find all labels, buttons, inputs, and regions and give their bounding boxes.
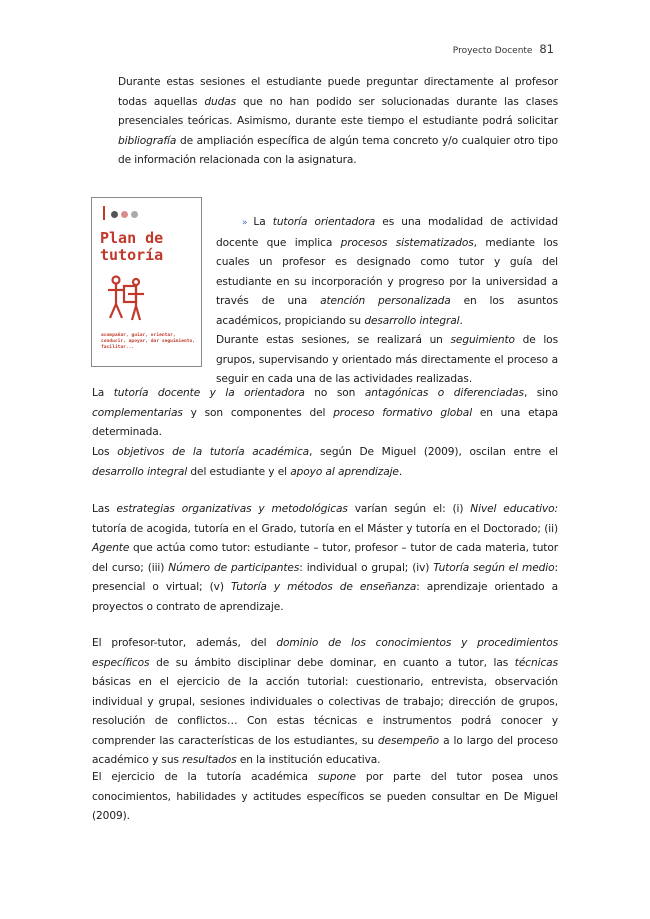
emphasis: supone	[317, 771, 356, 783]
emphasis: tutoría docente y la orientadora	[113, 387, 305, 399]
text: tutoría de acogida, tutoría en el Grado, tutoría en el Máster y tutoría en el Doctorado; (ii)	[92, 522, 558, 535]
emphasis: atención personalizada	[320, 295, 451, 307]
emphasis: proceso formativo global	[333, 406, 473, 419]
emphasis: antagónicas o diferenciadas	[364, 387, 524, 399]
paragraph-sessions	[118, 73, 558, 171]
page-number: 81	[539, 42, 554, 56]
emphasis: tutoría orientadora	[272, 216, 376, 228]
text: : aprendizaje orientado a proyectos o contrato de aprendizaje.	[92, 581, 558, 613]
dot-icon	[111, 211, 118, 218]
emphasis: Tutoría y métodos de enseñanza	[230, 581, 417, 593]
emphasis: técnicas	[514, 656, 558, 669]
text: en una etapa determinada.	[92, 406, 558, 438]
figure-title-line: tutoría	[100, 246, 164, 264]
accent-bar	[103, 206, 105, 220]
text: que no han podido ser solucionadas durante las clases presenciales teóricas. Asimismo, durante este tiempo el estudiante podrá solicitar	[118, 95, 558, 127]
plan-de-tutoria-figure	[91, 197, 202, 367]
text: y son componentes del	[182, 406, 334, 419]
text: Durante estas sesiones, se realizará un	[216, 334, 451, 346]
text: : individual o grupal; (iv)	[299, 561, 434, 574]
paragraph-ejercicio	[92, 768, 558, 827]
text: Las	[92, 503, 117, 515]
text: de los grupos, supervisando y orientado más directamente el proceso a seguir en cada una de las actividades realizadas.	[216, 334, 558, 385]
bullet-icon: »	[242, 218, 248, 228]
emphasis: apoyo al aprendizaje	[290, 465, 399, 478]
text: en la institución educativa.	[236, 754, 381, 766]
text: no son	[304, 387, 365, 399]
figure-subtitle: acompañar, guiar, orientar, conducir, apoyar, dar seguimiento, facilitar...	[101, 333, 196, 350]
paragraph-profesor-tutor	[92, 634, 558, 771]
emphasis: objetivos de la tutoría académica	[117, 446, 309, 458]
paragraph-objetivos	[92, 443, 558, 482]
text: de ampliación específica de algún tema concreto y/o cualquier otro tipo de información relacionada con la asignatura.	[118, 134, 558, 166]
text: La	[92, 387, 114, 399]
text: por parte del tutor posea unos conocimientos, habilidades y actitudes específicos se pueden consultar en De Miguel (2009).	[92, 771, 558, 822]
emphasis: Nivel educativo:	[470, 503, 558, 515]
figure-title	[100, 230, 196, 264]
emphasis: complementarias	[92, 406, 183, 419]
paragraph-complementarias	[92, 384, 558, 443]
text: La	[253, 216, 273, 228]
paragraph-orientadora	[216, 213, 558, 390]
emphasis: desarrollo integral	[364, 314, 460, 327]
emphasis: resultados	[182, 754, 237, 766]
emphasis: dudas	[204, 95, 237, 108]
emphasis: estrategias organizativas y metodológicas	[116, 503, 348, 515]
text: El profesor-tutor, además, del	[92, 637, 277, 649]
text: varían según el: (i)	[347, 503, 471, 515]
text: básicas en el ejercicio de la acción tutorial: cuestionario, entrevista, observación individual y grupal, sesiones individuales o colectivas de trabajo; dirección de grupos, resolución de conflictos… Con estas técnicas e instrumentos podrá conocer y comprender las características de los estudiantes, su	[92, 676, 558, 747]
header-title: Proyecto Docente	[452, 46, 533, 56]
text: en los asuntos académicos, propiciando su	[216, 295, 558, 327]
emphasis: dominio de los conocimientos y procedimientos específicos	[92, 637, 558, 669]
text: , según De Miguel (2009), oscilan entre el	[308, 446, 559, 458]
text: .	[398, 465, 403, 478]
text: del estudiante y el	[187, 465, 291, 478]
emphasis: Agente	[92, 542, 130, 554]
text: , sino	[523, 387, 559, 399]
text: de su ámbito disciplinar debe dominar, en cuanto a tutor, las	[149, 656, 515, 669]
text: .	[459, 314, 463, 327]
text: Los	[92, 446, 118, 458]
guide-figure-icon	[104, 274, 148, 335]
text: Durante estas sesiones el estudiante puede preguntar directamente al profesor todas aquellas	[118, 76, 558, 108]
text: : presencial o virtual; (v)	[92, 561, 558, 593]
paragraph-estrategias	[92, 500, 558, 617]
text: a lo largo del proceso académico y sus	[92, 734, 558, 766]
emphasis: desarrollo integral	[92, 465, 188, 478]
dot-icon	[131, 211, 138, 218]
emphasis: Número de participantes	[168, 561, 300, 574]
text: es una modalidad de actividad docente que implica	[216, 216, 558, 249]
emphasis: seguimiento	[450, 334, 515, 346]
emphasis: procesos sistematizados	[340, 236, 474, 249]
emphasis: desempeño	[377, 734, 440, 747]
dot-icon	[121, 211, 128, 218]
emphasis: bibliografía	[118, 134, 177, 147]
page-header	[453, 42, 554, 56]
figure-title-line: Plan de	[100, 229, 164, 247]
text: que actúa como tutor: estudiante – tutor, profesor – tutor de cada materia, tutor del curso; (iii)	[92, 542, 558, 574]
text: El ejercicio de la tutoría académica	[92, 771, 318, 783]
emphasis: Tutoría según el medio	[433, 561, 555, 574]
text: , mediante los cuales un profesor es designado como tutor y guía del estudiante en su incorporación y progreso por la universidad a través de una	[216, 236, 558, 307]
